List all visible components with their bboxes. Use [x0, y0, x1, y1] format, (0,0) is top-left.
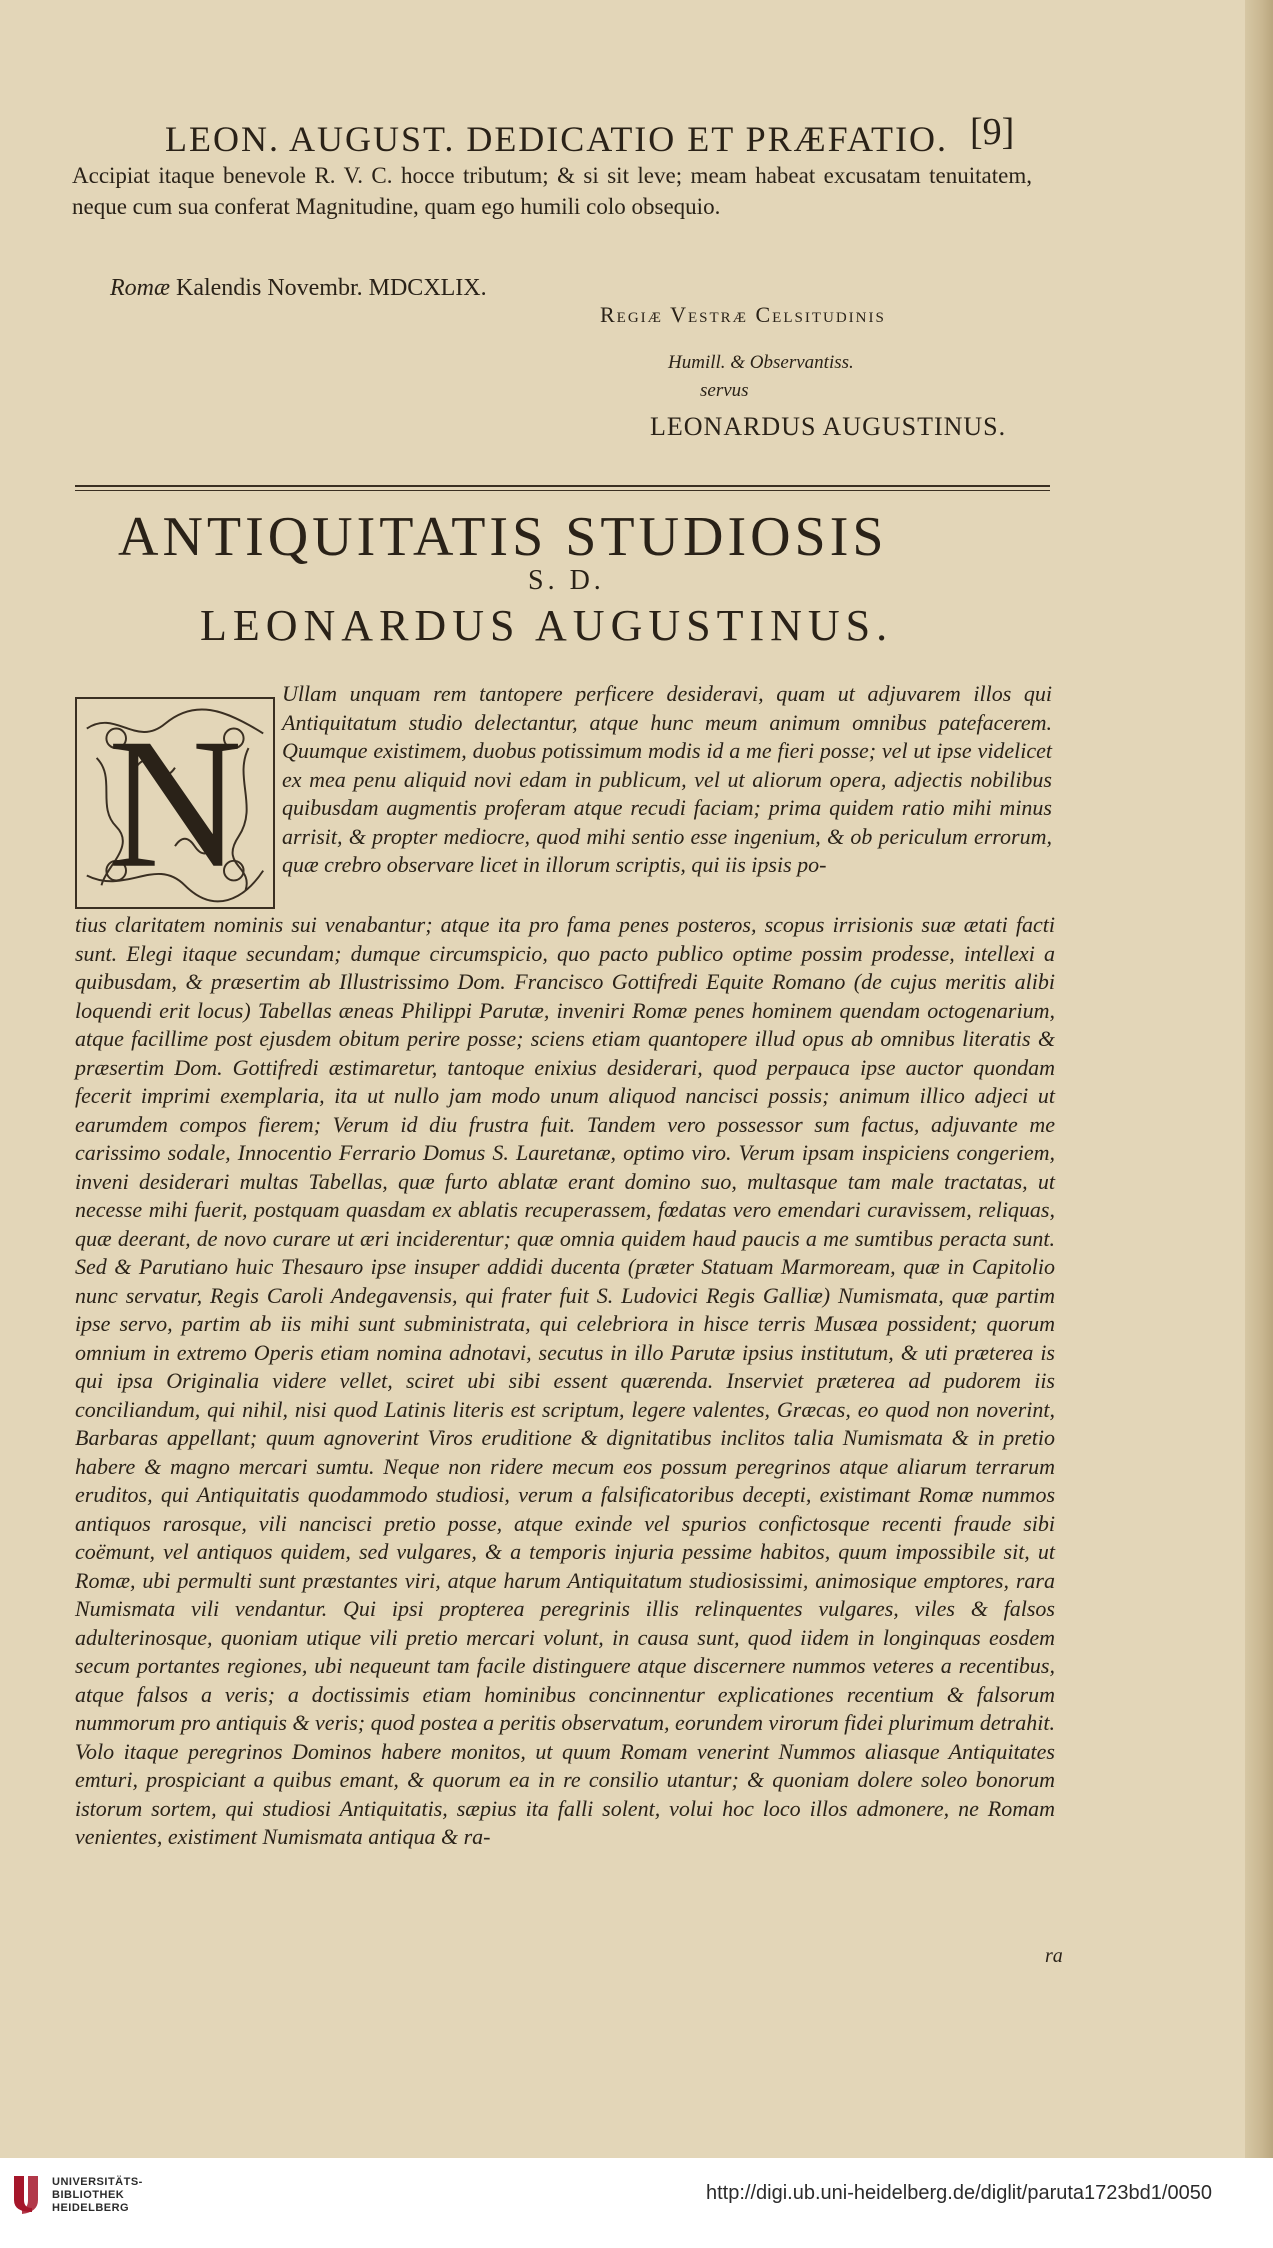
preface-paragraph-beside-initial: Ullam unquam rem tantopere perficere desideravi, quam ut adjuvarem illos qui Antiquitatum studio delectantur, atque hunc meum animum omnibus patefacerem. Quumque existimem, duobus potissimum modis id a me fieri posse; vel ut ipse videlicet ex mea penu aliquid novi edam in publicum, vel ut aliorum opera, adjectis nobilibus quibusdam augmentis proferam atque recudi faciam; prima quidem ratio mihi minus arrisit, & propter mediocre, quod mihi sentio esse ingenium, & ob periculum errorum, quæ crebro observare licet in illorum scriptis, qui iis ipsis po-: [282, 681, 1052, 877]
running-head: LEON. AUGUST. DEDICATIO ET PRÆFATIO.: [165, 119, 948, 159]
catchword: ra: [1045, 1945, 1063, 1967]
library-name-line3: HEIDELBERG: [52, 2202, 130, 2214]
library-name: [52, 2176, 143, 2215]
initial-letter: N: [107, 700, 243, 907]
preface-author: LEONARDUS AUGUSTINUS.: [200, 601, 894, 650]
library-name-line2: BIBLIOTHEK: [52, 2189, 125, 2201]
preface-paragraph: tius claritatem nominis sui venabantur; atque ita pro fama penes posteros, scopus irrisionis suæ ætati facti sunt. Elegi itaque secundam; dumque circumspicio, quo pacto publico optime possim prodesse, intellexi a quibusdam, & præsertim ab Illustrissimo Dom. Francisco Gottifredi Equite Romano (de cujus meritis alibi loquendi erit locus) Tabellas æneas Philippi Parutæ, inveniri Romæ penes hominem quendam octogenarium, atque facillime post ejusdem obitum perire posse; sciens etiam quantopere illud opus ab omnibus literatis & præsertim Dom. Gottifredi æstimaretur, tantoque enixius desiderari, quod perpauca ipse auctor quondam fecerit imprimi exemplaria, ita ut nullo jam modo unum aliquod nancisci possis; animum illico adjeci ut earumdem compos fierem; Verum id diu frustra fuit. Tandem vero possessor sum factus, adjuvante me carissimo sodale, Innocentio Ferrario Domus S. Lauretanæ, optimo viro. Verum ipsam inspiciens congeriem, inveni desiderari multas Tabellas, quæ furto ablatæ erant domino suo, multasque tam male tractatas, ut necesse mihi fuerit, postquam quasdam ex ablatis recuperassem, fœdatas vero emendari curavissem, reliquas, quæ deerant, de novo curare ut æri inciderentur; quæ omnia quidem haud paucis a me sumtibus peracta sunt. Sed & Parutiano huic Thesauro ipse insuper addidi ducenta (præter Statuam Marmoream, quæ in Capitolio nunc servatur, Regis Caroli Andegavensis, qui frater fuit S. Ludovici Regis Galliæ) Numismata, quæ partim ipse servo, partim ab iis mihi sunt subministrata, qui celebriora in hisce terris Musæa possident; quorum omnium in extremo Operis etiam nomina adnotavi, secutus in illo Parutæ ipsius institutum, & uti præterea is qui ipsa Originalia videre vellet, sciret ubi sibi essent quærenda. Inserviet præterea ad pudorem iis conciliandum, qui nihil, nisi quod Latinis literis est scriptum, legere valentes, Græcas, eo quod non noverint, Barbaras appellant; quum agnoverint Viros eruditione & dignitatibus inclitos talia Numismata & in pretio habere & magno mercari sumtu. Neque non ridere mecum eos possum peregrinos atque aliarum terrarum eruditos, qui Antiquitatis quodammodo studiosi, verum a falsificatoribus decepti, existimant Romæ nummos antiquos rarosque, vili nancisci pretio posse, atque exinde vel spurios confictosque recenti fraude sibi coëmunt, vel antiquos quidem, sed vulgares, & a temporis injuria pessime habitos, quum impossibile sit, ut Romæ, ubi permulti sunt præstantes viri, atque harum Antiquitatum studiosissimi, animosique emptores, rara Numismata vili vendantur. Qui ipsi propterea peregrinis illis relinquentes vulgares, viles & falsos adulterinosque, quoniam utique vili pretio mercari volunt, in causa sunt, quod iidem in longinquas eosdem secum portantes regiones, ubi nequeunt tam facile distinguere atque discernere nummos veteres a recentibus, atque falsos a veris; a doctissimis etiam hominibus concinnentur explicationes recentium & falsorum nummorum pro antiquis & veris; quod postea a peritis observatum, eorundem virorum fidei plurimum detrahit. Volo itaque peregrinos Dominos habere monitos, ut quum Romam venerint Nummos aliasque Antiquitates emturi, prospiciant a quibus emant, & quorum ea in re consilio utantur; & quoniam dolere soleo bonorum istorum sortem, qui studiosi Antiquitatis, sæpius ita falli solent, volui hoc loco illos admonere, ne Romam venientes, existiment Numismata antiqua & ra-: [75, 912, 1055, 1849]
signature-salutation: Regiæ Vestræ Celsitudinis: [600, 302, 886, 327]
page-edge: [1245, 0, 1273, 2158]
divider-rule: [75, 485, 1050, 487]
signature-servus: servus: [700, 380, 749, 401]
preface-title: ANTIQUITATIS STUDIOSIS: [118, 506, 888, 568]
decorated-initial-n: [75, 697, 275, 909]
library-name-line1: UNIVERSITÄTS-: [52, 2176, 143, 2188]
dateline-place: Romæ: [110, 275, 170, 301]
permalink-url[interactable]: http://digi.ub.uni-heidelberg.de/diglit/paruta1723bd1/0050: [706, 2182, 1212, 2204]
divider-rule-thin: [75, 490, 1050, 491]
signature-name: LEONARDUS AUGUSTINUS.: [650, 412, 1007, 441]
dateline: [110, 275, 487, 302]
page-number: [9]: [970, 111, 1015, 153]
dateline-date: Kalendis Novembr. MDCXLIX.: [176, 275, 487, 301]
dedication-closing: Accipiat itaque benevole R. V. C. hocce tributum; & si sit leve; meam habeat excusatam tenuitatem, neque cum sua conferat Magnitudine, quam ego humili colo obsequio.: [72, 163, 1032, 219]
preface-salutation: S. D.: [528, 565, 605, 596]
signature-humility: Humill. & Observantiss.: [668, 352, 854, 373]
university-library-logo-icon: [10, 2172, 46, 2216]
ornament-icon: [77, 699, 273, 907]
